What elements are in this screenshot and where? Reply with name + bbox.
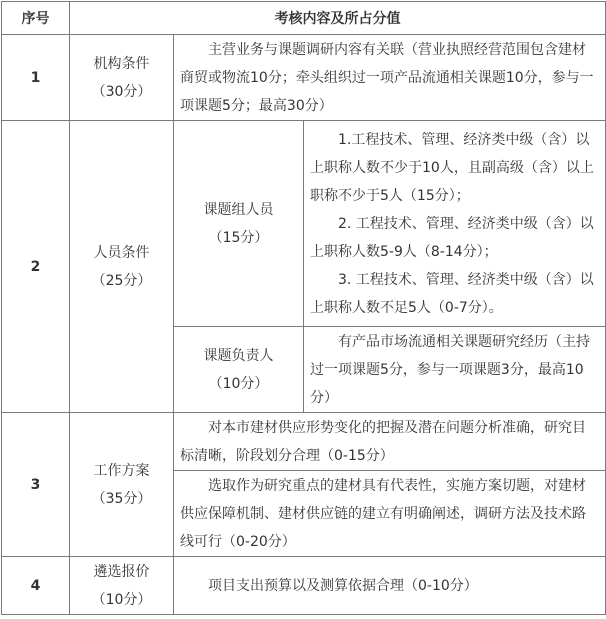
header-row xyxy=(2,2,606,35)
table-row xyxy=(2,557,606,615)
criteria-cell xyxy=(174,35,606,121)
criteria-text: 选取作为研究重点的建材具有代表性，实施方案切题，对建材供应保障机制、建材供应链的建立有明确阐述，调研方法及技术路线可行（0-20分） xyxy=(180,477,586,550)
criteria-cell xyxy=(174,471,606,557)
scoring-table xyxy=(1,1,606,615)
category-cell xyxy=(70,557,174,615)
category-cell xyxy=(70,121,174,413)
criteria-text: 项目支出预算以及测算依据合理（0-10分） xyxy=(208,577,478,594)
subcategory-cell xyxy=(174,327,304,413)
criteria-cell xyxy=(304,327,606,413)
criteria-item: 3. 工程技术、管理、经济类中级（含）以上职称人数不足5人（0-7分）。 xyxy=(310,271,594,316)
criteria-cell xyxy=(174,557,606,615)
criteria-cell xyxy=(304,121,606,327)
category-score: （35分） xyxy=(91,490,152,507)
header-content: 考核内容及所占分值 xyxy=(70,2,606,35)
subcategory-label: 课题组人员 xyxy=(203,201,274,218)
subcategory-label: 课题负责人 xyxy=(203,347,274,364)
criteria-text: 主营业务与课题调研内容有关联（营业执照经营范围包含建材商贸或物流10分；牵头组织过一项产品流通相关课题10分，参与一项课题5分；最高30分） xyxy=(180,41,594,114)
row-number: 3 xyxy=(2,413,70,557)
row-number: 4 xyxy=(2,557,70,615)
category-cell xyxy=(70,35,174,121)
table-row xyxy=(2,35,606,121)
table-row xyxy=(2,413,606,471)
row-number: 2 xyxy=(2,121,70,413)
category-cell xyxy=(70,413,174,557)
criteria-item: 1.工程技术、管理、经济类中级（含）以上职称人数不少于10人，且副高级（含）以上职称不少于5人（15分）； xyxy=(310,131,594,204)
category-score: （25分） xyxy=(91,272,152,289)
header-no: 序号 xyxy=(2,2,70,35)
table-row xyxy=(2,121,606,327)
criteria-item: 2. 工程技术、管理、经济类中级（含）以上职称人数5-9人（8-14分）； xyxy=(310,215,594,260)
category-label: 机构条件 xyxy=(93,55,150,72)
category-label: 工作方案 xyxy=(93,462,150,479)
criteria-text: 对本市建材供应形势变化的把握及潜在问题分析准确，研究目标清晰，阶段划分合理（0-15分） xyxy=(180,419,586,464)
subcategory-score: （15分） xyxy=(208,229,269,246)
row-number: 1 xyxy=(2,35,70,121)
criteria-cell xyxy=(174,413,606,471)
criteria-text: 有产品市场流通相关课题研究经历（主持过一项课题5分，参与一项课题3分，最高10分） xyxy=(310,333,590,406)
category-score: （10分） xyxy=(91,591,152,608)
category-label: 遴选报价 xyxy=(93,563,150,580)
subcategory-score: （10分） xyxy=(208,375,269,392)
category-score: （30分） xyxy=(91,83,152,100)
category-label: 人员条件 xyxy=(93,244,150,261)
subcategory-cell xyxy=(174,121,304,327)
